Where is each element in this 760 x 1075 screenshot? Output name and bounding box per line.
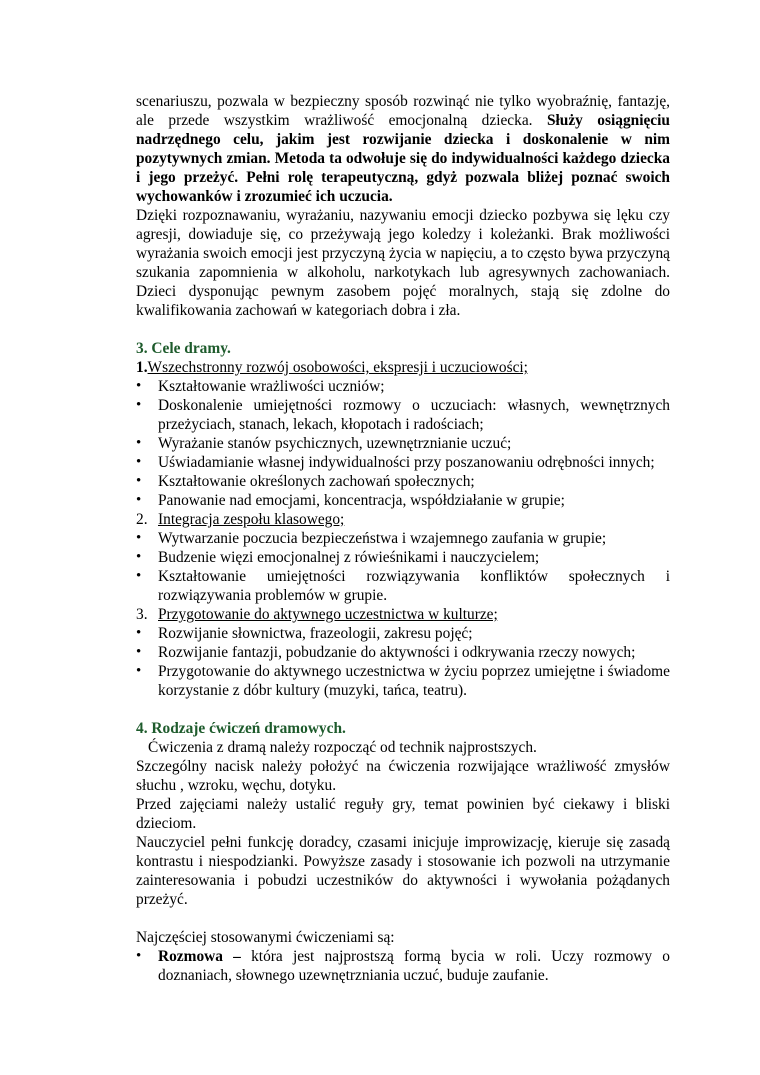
intro-text: scenariuszu, pozwala w bezpieczny sposób rozwinąć nie tylko wyobraźnię, fantazję, ale przede wszystkim wrażliwość emocjonalną dziecka. xyxy=(136,93,670,129)
goal-2-number: 2. xyxy=(136,511,148,528)
list-item xyxy=(136,947,670,985)
list-item: • Panowanie nad emocjami, koncentracja, współdziałanie w grupie; xyxy=(136,491,670,510)
intro-bold-text: Służy osiągnięciu nadrzędnego celu, jakim jest rozwijanie dziecka i doskonalenie w nim pozytywnych zmian. Metoda ta odwołuje się do indywidualności każdego dziecka i jego przeżyć. Pełni rolę terapeutyczną, gdyż pozwala bliżej poznać swoich wychowanków i zrozumieć ich uczucia. xyxy=(136,112,670,205)
spacer xyxy=(136,700,670,719)
list-item: • Przygotowanie do aktywnego uczestnictwa w życiu poprzez umiejętne i świadome korzystanie z dóbr kultury (muzyki, tańca, teatru). xyxy=(136,662,670,700)
exercise-description: która jest najprostszą formą bycia w roli. Uczy rozmowy o doznaniach, słownego uzewnętrzniania uczuć, buduje zaufanie. xyxy=(158,948,670,984)
intro-paragraph-2: Dzięki rozpoznawaniu, wyrażaniu, nazywaniu emocji dziecko pozbywa się lęku czy agresji, dowiaduje się, co przeżywają jego koledzy i koleżanki. Brak możliwości wyrażania swoich emocji jest przyczyną życia w napięciu, a to często bywa przyczyną szukania zapomnienia w alkoholu, narkotykach lub agresywnych zachowaniach. Dzieci dysponując pewnym zasobem pojęć moralnych, stają się zdolne do kwalifikowania zachowań w kategoriach dobra i zła. xyxy=(136,207,670,319)
section-4-paragraph-3: Przed zajęciami należy ustalić reguły gry, temat powinien być ciekawy i bliski dzieciom. xyxy=(136,796,670,832)
document-page xyxy=(136,92,670,985)
list-item: • Rozwijanie fantazji, pobudzanie do aktywności i odkrywania rzeczy nowych; xyxy=(136,643,670,662)
intro-paragraph-1 xyxy=(136,92,670,206)
spacer xyxy=(136,909,670,928)
list-item: • Doskonalenie umiejętności rozmowy o uczuciach: własnych, wewnętrznych przeżyciach, stanach, lekach, kłopotach i radościach; xyxy=(136,396,670,434)
goal-3-label: Przygotowanie do aktywnego uczestnictwa w kulturze; xyxy=(158,606,498,623)
goal-3-list xyxy=(136,624,670,700)
list-item: • Wyrażanie stanów psychicznych, uzewnętrznianie uczuć; xyxy=(136,434,670,453)
section-4-paragraph-1: Ćwiczenia z dramą należy rozpocząć od technik najprostszych. xyxy=(148,739,537,756)
goal-1-label: Wszechstronny rozwój osobowości, ekspresji i uczuciowości; xyxy=(147,359,528,376)
goal-2-title xyxy=(136,510,670,529)
section-4-paragraph-2: Szczególny nacisk należy położyć na ćwiczenia rozwijające wrażliwość zmysłów słuchu , wzroku, węchu, dotyku. xyxy=(136,758,670,794)
goal-1-title xyxy=(136,358,670,377)
list-item: • Budzenie więzi emocjonalnej z rówieśnikami i nauczycielem; xyxy=(136,548,670,567)
list-item: • Kształtowanie wrażliwości uczniów; xyxy=(136,377,670,396)
goal-1-number: 1. xyxy=(136,359,148,376)
list-item: • Kształtowanie określonych zachowań społecznych; xyxy=(136,472,670,491)
exercise-list xyxy=(136,947,670,985)
section-4-paragraph-4: Nauczyciel pełni funkcję doradcy, czasami inicjuje improwizację, kieruje się zasadą kontrastu i niespodzianki. Powyższe zasady i stosowanie ich pozwoli na utrzymanie zainteresowania i pobudzi uczestników do aktywności i wywołania pożądanych przeżyć. xyxy=(136,834,670,908)
goal-3-title xyxy=(136,605,670,624)
list-item: • Wytwarzanie poczucia bezpieczeństwa i wzajemnego zaufania w grupie; xyxy=(136,529,670,548)
goal-2-list xyxy=(136,529,670,605)
exercise-term: Rozmowa – xyxy=(158,948,241,965)
goal-2-label: Integracja zespołu klasowego; xyxy=(158,511,345,528)
section-3-heading: 3. Cele dramy. xyxy=(136,340,231,357)
section-4-heading: 4. Rodzaje ćwiczeń dramowych. xyxy=(136,720,346,737)
goal-1-list xyxy=(136,377,670,510)
goal-3-number: 3. xyxy=(136,606,148,623)
section-4-paragraph-5: Najczęściej stosowanymi ćwiczeniami są: xyxy=(136,929,395,946)
spacer xyxy=(136,320,670,339)
list-item: • Kształtowanie umiejętności rozwiązywania konfliktów społecznych i rozwiązywania problemów w grupie. xyxy=(136,567,670,605)
list-item: • Uświadamianie własnej indywidualności przy poszanowaniu odrębności innych; xyxy=(136,453,670,472)
list-item: • Rozwijanie słownictwa, frazeologii, zakresu pojęć; xyxy=(136,624,670,643)
